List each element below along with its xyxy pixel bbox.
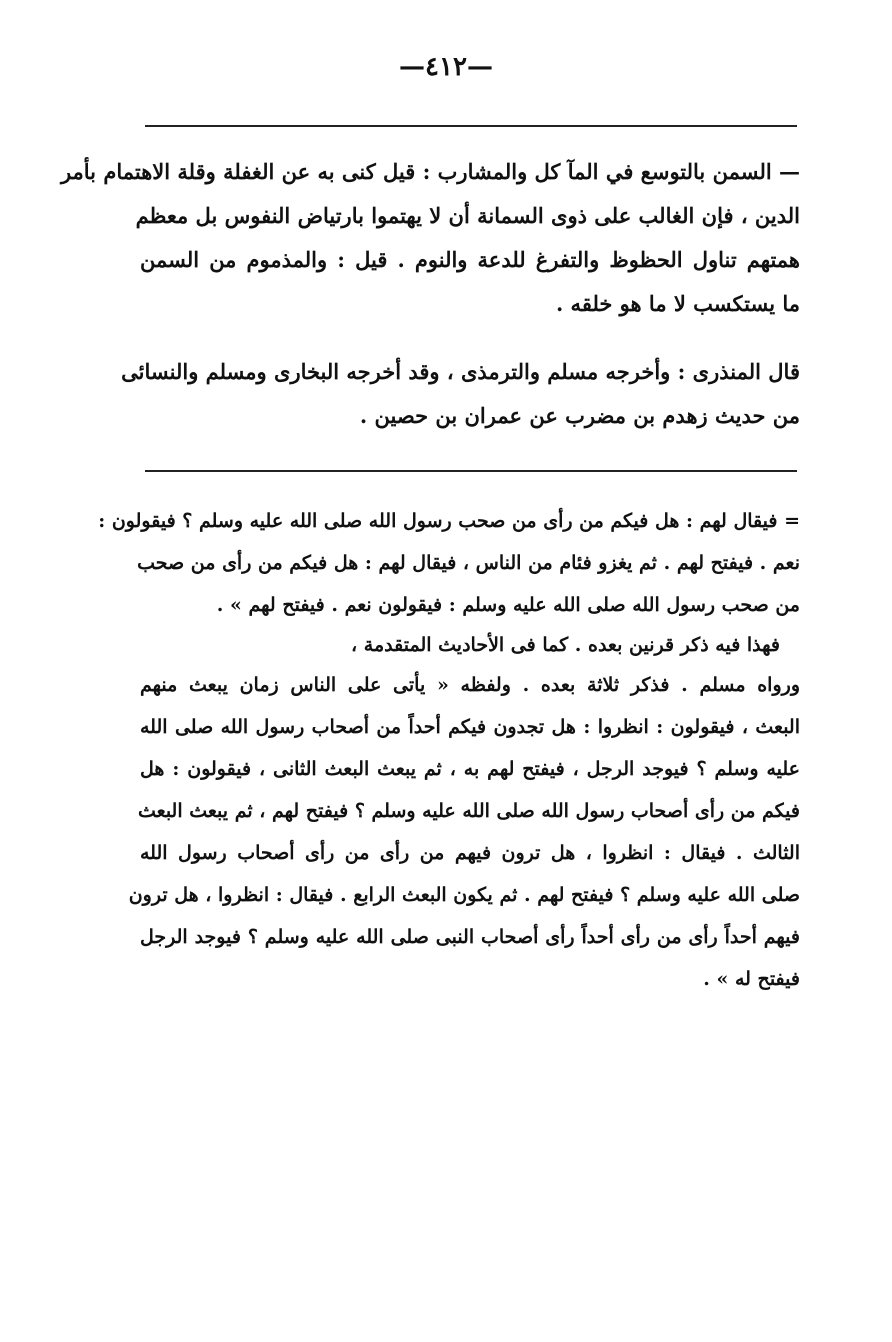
footnote-line: عليه وسلم ؟ فيوجد الرجل ، فيفتح لهم به ، ثم يبعث البعث الثانى ، فيقولون : هل bbox=[140, 758, 800, 780]
main-paragraph-1 bbox=[60, 150, 800, 326]
footnote-line: من صحب رسول الله صلى الله عليه وسلم : فيقولون نعم . فيفتح لهم » . bbox=[216, 594, 800, 616]
main-text-line: قال المنذرى : وأخرجه مسلم والترمذى ، وقد أخرجه البخارى ومسلم والنسائى bbox=[121, 359, 800, 384]
footnote-line: نعم . فيفتح لهم . ثم يغزو فئام من الناس ، فيقال لهم : هل فيكم من رأى من صحب bbox=[137, 552, 800, 574]
footnote-line: صلى الله عليه وسلم ؟ فيفتح لهم . ثم يكون البعث الرابع . فيقال : انظروا ، هل ترون bbox=[128, 884, 800, 906]
page-number: —٤١٢— bbox=[399, 52, 493, 82]
main-text-line: همتهم تناول الحظوظ والتفرغ للدعة والنوم . قيل : والمذموم من السمن bbox=[140, 247, 800, 272]
footnote-paragraph-3 bbox=[128, 664, 800, 1000]
footnote-divider bbox=[145, 470, 797, 472]
top-divider bbox=[145, 125, 797, 127]
main-paragraph-2 bbox=[121, 350, 800, 438]
main-text-line: — السمن بالتوسع في المآ كل والمشارب : قيل كنى به عن الغفلة وقلة الاهتمام بأمر bbox=[60, 159, 800, 184]
main-text-line: من حديث زهدم بن مضرب عن عمران بن حصين . bbox=[359, 403, 800, 428]
footnote-line: = فيقال لهم : هل فيكم من رأى من صحب رسول الله صلى الله عليه وسلم ؟ فيقولون : bbox=[98, 510, 800, 532]
footnote-line: فهذا فيه ذكر قرنين بعده . كما فى الأحاديث المتقدمة ، bbox=[351, 634, 780, 656]
footnote-line: الثالث . فيقال : انظروا ، هل ترون فيهم من رأى من رأى أصحاب رسول الله bbox=[140, 842, 800, 864]
footnote-line: فيكم من رأى أصحاب رسول الله صلى الله عليه وسلم ؟ فيفتح لهم ، ثم يبعث البعث bbox=[138, 800, 800, 822]
footnote-line: فيهم أحداً رأى من رأى أحداً رأى أصحاب النبى صلى الله عليه وسلم ؟ فيوجد الرجل bbox=[140, 926, 800, 948]
footnote-paragraph-1 bbox=[98, 500, 800, 626]
main-text-line: ما يستكسب لا ما هو خلقه . bbox=[555, 291, 800, 316]
footnote-line: البعث ، فيقولون : انظروا : هل تجدون فيكم أحداً من أصحاب رسول الله صلى الله bbox=[140, 716, 800, 738]
footnote-line: ورواه مسلم . فذكر ثلاثة بعده . ولفظه « يأتى على الناس زمان يبعث منهم bbox=[140, 674, 800, 696]
footnote-line: فيفتح له » . bbox=[703, 968, 800, 990]
footnote-paragraph-2 bbox=[140, 624, 800, 666]
main-text-line: الدين ، فإن الغالب على ذوى السمانة أن لا يهتموا بارتياض النفوس بل معظم bbox=[135, 203, 800, 228]
